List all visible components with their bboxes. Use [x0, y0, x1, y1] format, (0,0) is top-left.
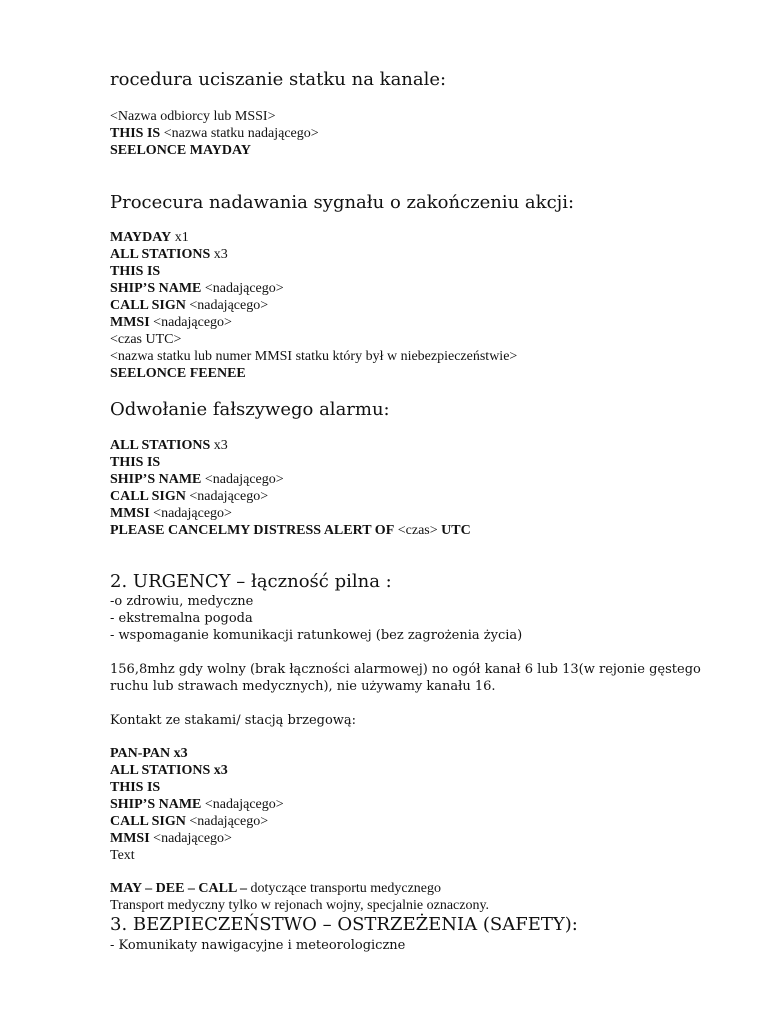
maydee-line: MAY – DEE – CALL – dotyczące transportu medycznego	[110, 881, 442, 896]
panpan-line-1: PAN-PAN x3	[110, 746, 188, 761]
heading-odwolanie: Odwołanie fałszywego alarmu:	[110, 399, 390, 420]
zakonczenie-line-1: MAYDAY x1	[110, 230, 189, 245]
panpan-line-5: CALL SIGN <nadającego>	[110, 814, 269, 829]
procedura-line-2: THIS IS <nazwa statku nadającego>	[110, 126, 319, 141]
panpan-line-4: SHIP’S NAME <nadającego>	[110, 797, 284, 812]
safety-item-1: - Komunikaty nawigacyjne i meteorologiczne	[110, 938, 406, 953]
odwolanie-line-4: CALL SIGN <nadającego>	[110, 489, 269, 504]
urgency-item-1: -o zdrowiu, medyczne	[110, 594, 254, 609]
zakonczenie-line-3: THIS IS	[110, 264, 161, 279]
odwolanie-line-6: PLEASE CANCELMY DISTRESS ALERT OF <czas> UTC	[110, 523, 471, 538]
zakonczenie-line-4: SHIP’S NAME <nadającego>	[110, 281, 284, 296]
transport-line: Transport medyczny tylko w rejonach wojny, specjalnie oznaczony.	[110, 898, 490, 913]
procedura-line-1: <Nazwa odbiorcy lub MSSI>	[110, 109, 276, 124]
panpan-line-6: MMSI <nadającego>	[110, 831, 232, 846]
urgency-paragraph-line-1: 156,8mhz gdy wolny (brak łączności alarmowej) no ogół kanał 6 lub 13(w rejonie gęstego	[110, 662, 701, 677]
odwolanie-line-5: MMSI <nadającego>	[110, 506, 232, 521]
zakonczenie-line-2: ALL STATIONS x3	[110, 247, 228, 262]
heading-urgency: 2. URGENCY – łączność pilna :	[110, 571, 392, 592]
panpan-line-2: ALL STATIONS x3	[110, 763, 228, 778]
odwolanie-line-2: THIS IS	[110, 455, 161, 470]
odwolanie-line-1: ALL STATIONS x3	[110, 438, 228, 453]
heading-safety: 3. BEZPIECZEŃSTWO – OSTRZEŻENIA (SAFETY):	[110, 914, 578, 935]
panpan-line-7: Text	[110, 848, 135, 863]
zakonczenie-line-6: MMSI <nadającego>	[110, 315, 232, 330]
zakonczenie-line-9: SEELONCE FEENEE	[110, 366, 246, 381]
urgency-item-2: - ekstremalna pogoda	[110, 611, 253, 626]
zakonczenie-line-8: <nazwa statku lub numer MMSI statku który był w niebezpieczeństwie>	[110, 349, 518, 364]
heading-zakonczenie: Procecura nadawania sygnału o zakończeniu akcji:	[110, 192, 575, 213]
panpan-line-3: THIS IS	[110, 780, 161, 795]
urgency-paragraph-line-2: ruchu lub strawach medycznych), nie używamy kanału 16.	[110, 679, 496, 694]
zakonczenie-line-7: <czas UTC>	[110, 332, 182, 347]
urgency-item-3: - wspomaganie komunikacji ratunkowej (bez zagrożenia życia)	[110, 628, 523, 643]
heading-procedura: rocedura uciszanie statku na kanale:	[110, 69, 447, 90]
zakonczenie-line-5: CALL SIGN <nadającego>	[110, 298, 269, 313]
odwolanie-line-3: SHIP’S NAME <nadającego>	[110, 472, 284, 487]
kontakt-text: Kontakt ze stakami/ stacją brzegową:	[110, 713, 357, 728]
procedura-line-3: SEELONCE MAYDAY	[110, 143, 251, 158]
